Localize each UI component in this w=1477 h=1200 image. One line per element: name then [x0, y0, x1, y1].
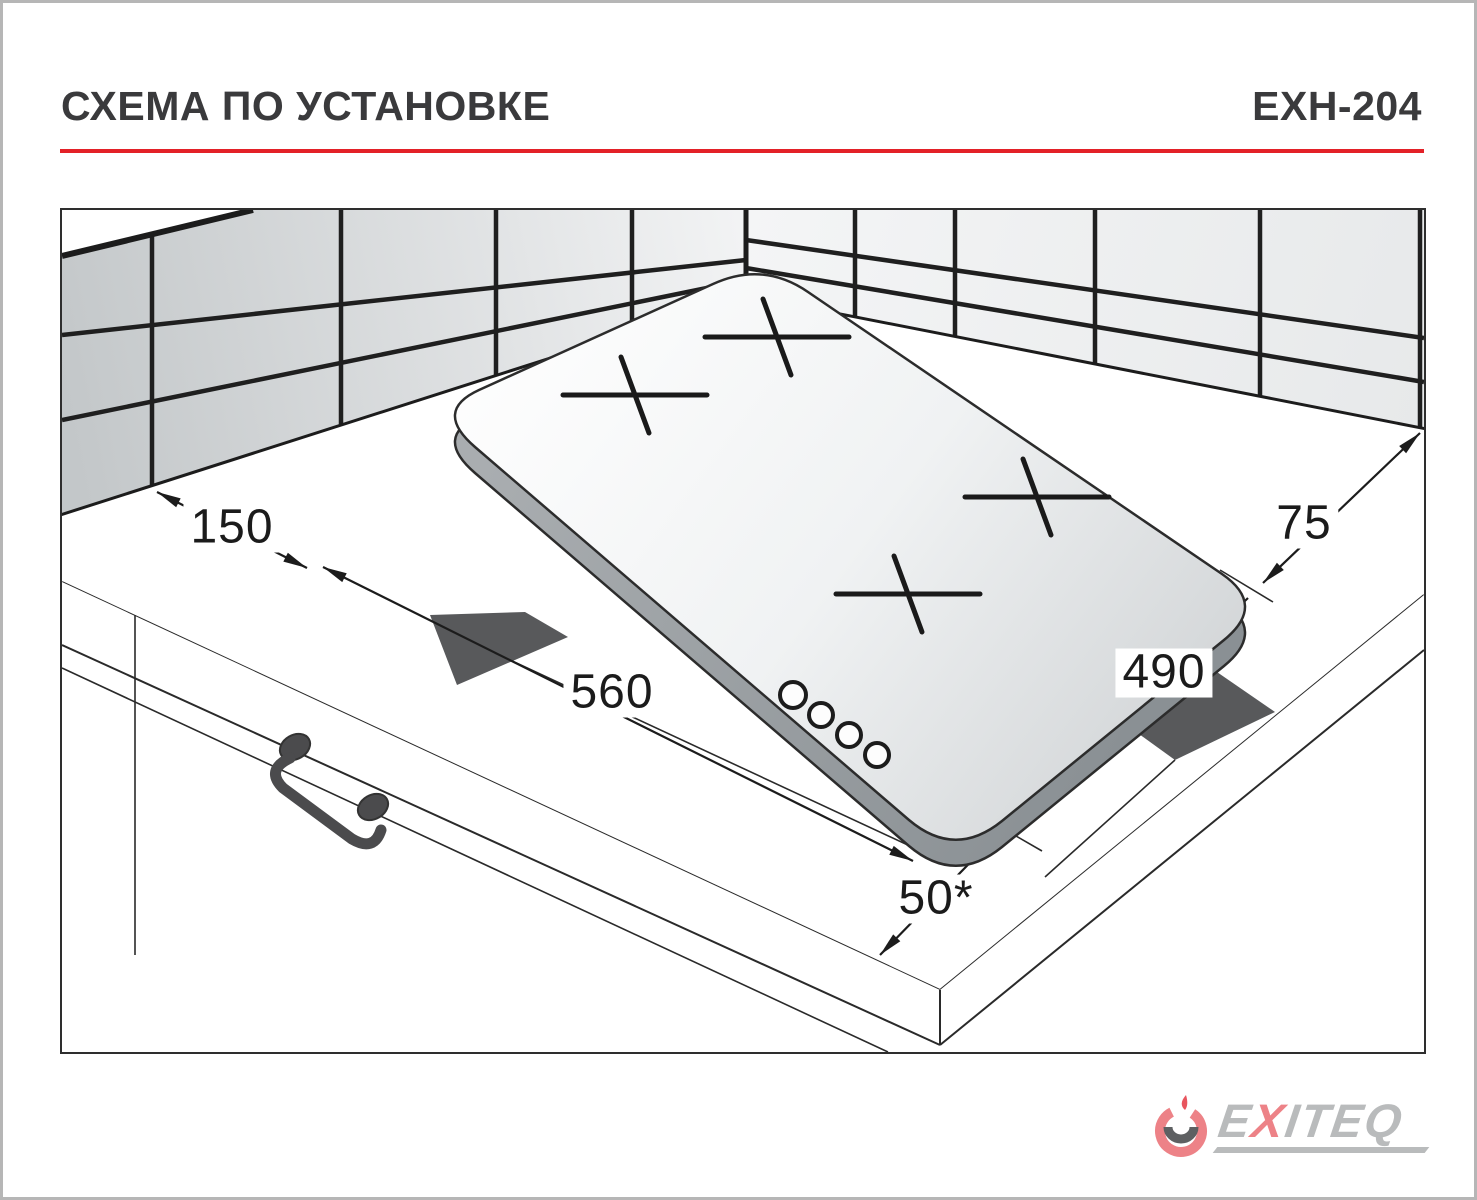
brand-letter-x: X — [1248, 1094, 1290, 1147]
dim-label-side-offset: 75 — [1269, 500, 1338, 549]
dim-label-wall-offset: 150 — [183, 504, 280, 553]
dim-label-front-offset: 50* — [891, 875, 980, 924]
isometric-scene — [62, 210, 1424, 1052]
brand-letters-iteq: ITEQ — [1281, 1094, 1408, 1147]
brand-burner-flame-icon — [1153, 1093, 1211, 1159]
dim-label-cutout-depth: 490 — [1115, 649, 1212, 698]
header-divider — [60, 149, 1424, 153]
brand-underline — [1213, 1147, 1430, 1153]
control-knob — [780, 682, 806, 708]
installation-drawing — [60, 208, 1426, 1054]
brand-logo — [1153, 1089, 1477, 1184]
dim-label-cutout-width: 560 — [563, 669, 660, 718]
brand-letter-e: E — [1215, 1094, 1257, 1147]
control-knob — [809, 703, 833, 727]
brand-wordmark — [1215, 1093, 1407, 1148]
page-title: СХЕМА ПО УСТАНОВКЕ — [61, 83, 551, 129]
model-number: EXH-204 — [1252, 83, 1422, 129]
control-knob — [837, 723, 861, 747]
control-knob — [865, 743, 889, 767]
